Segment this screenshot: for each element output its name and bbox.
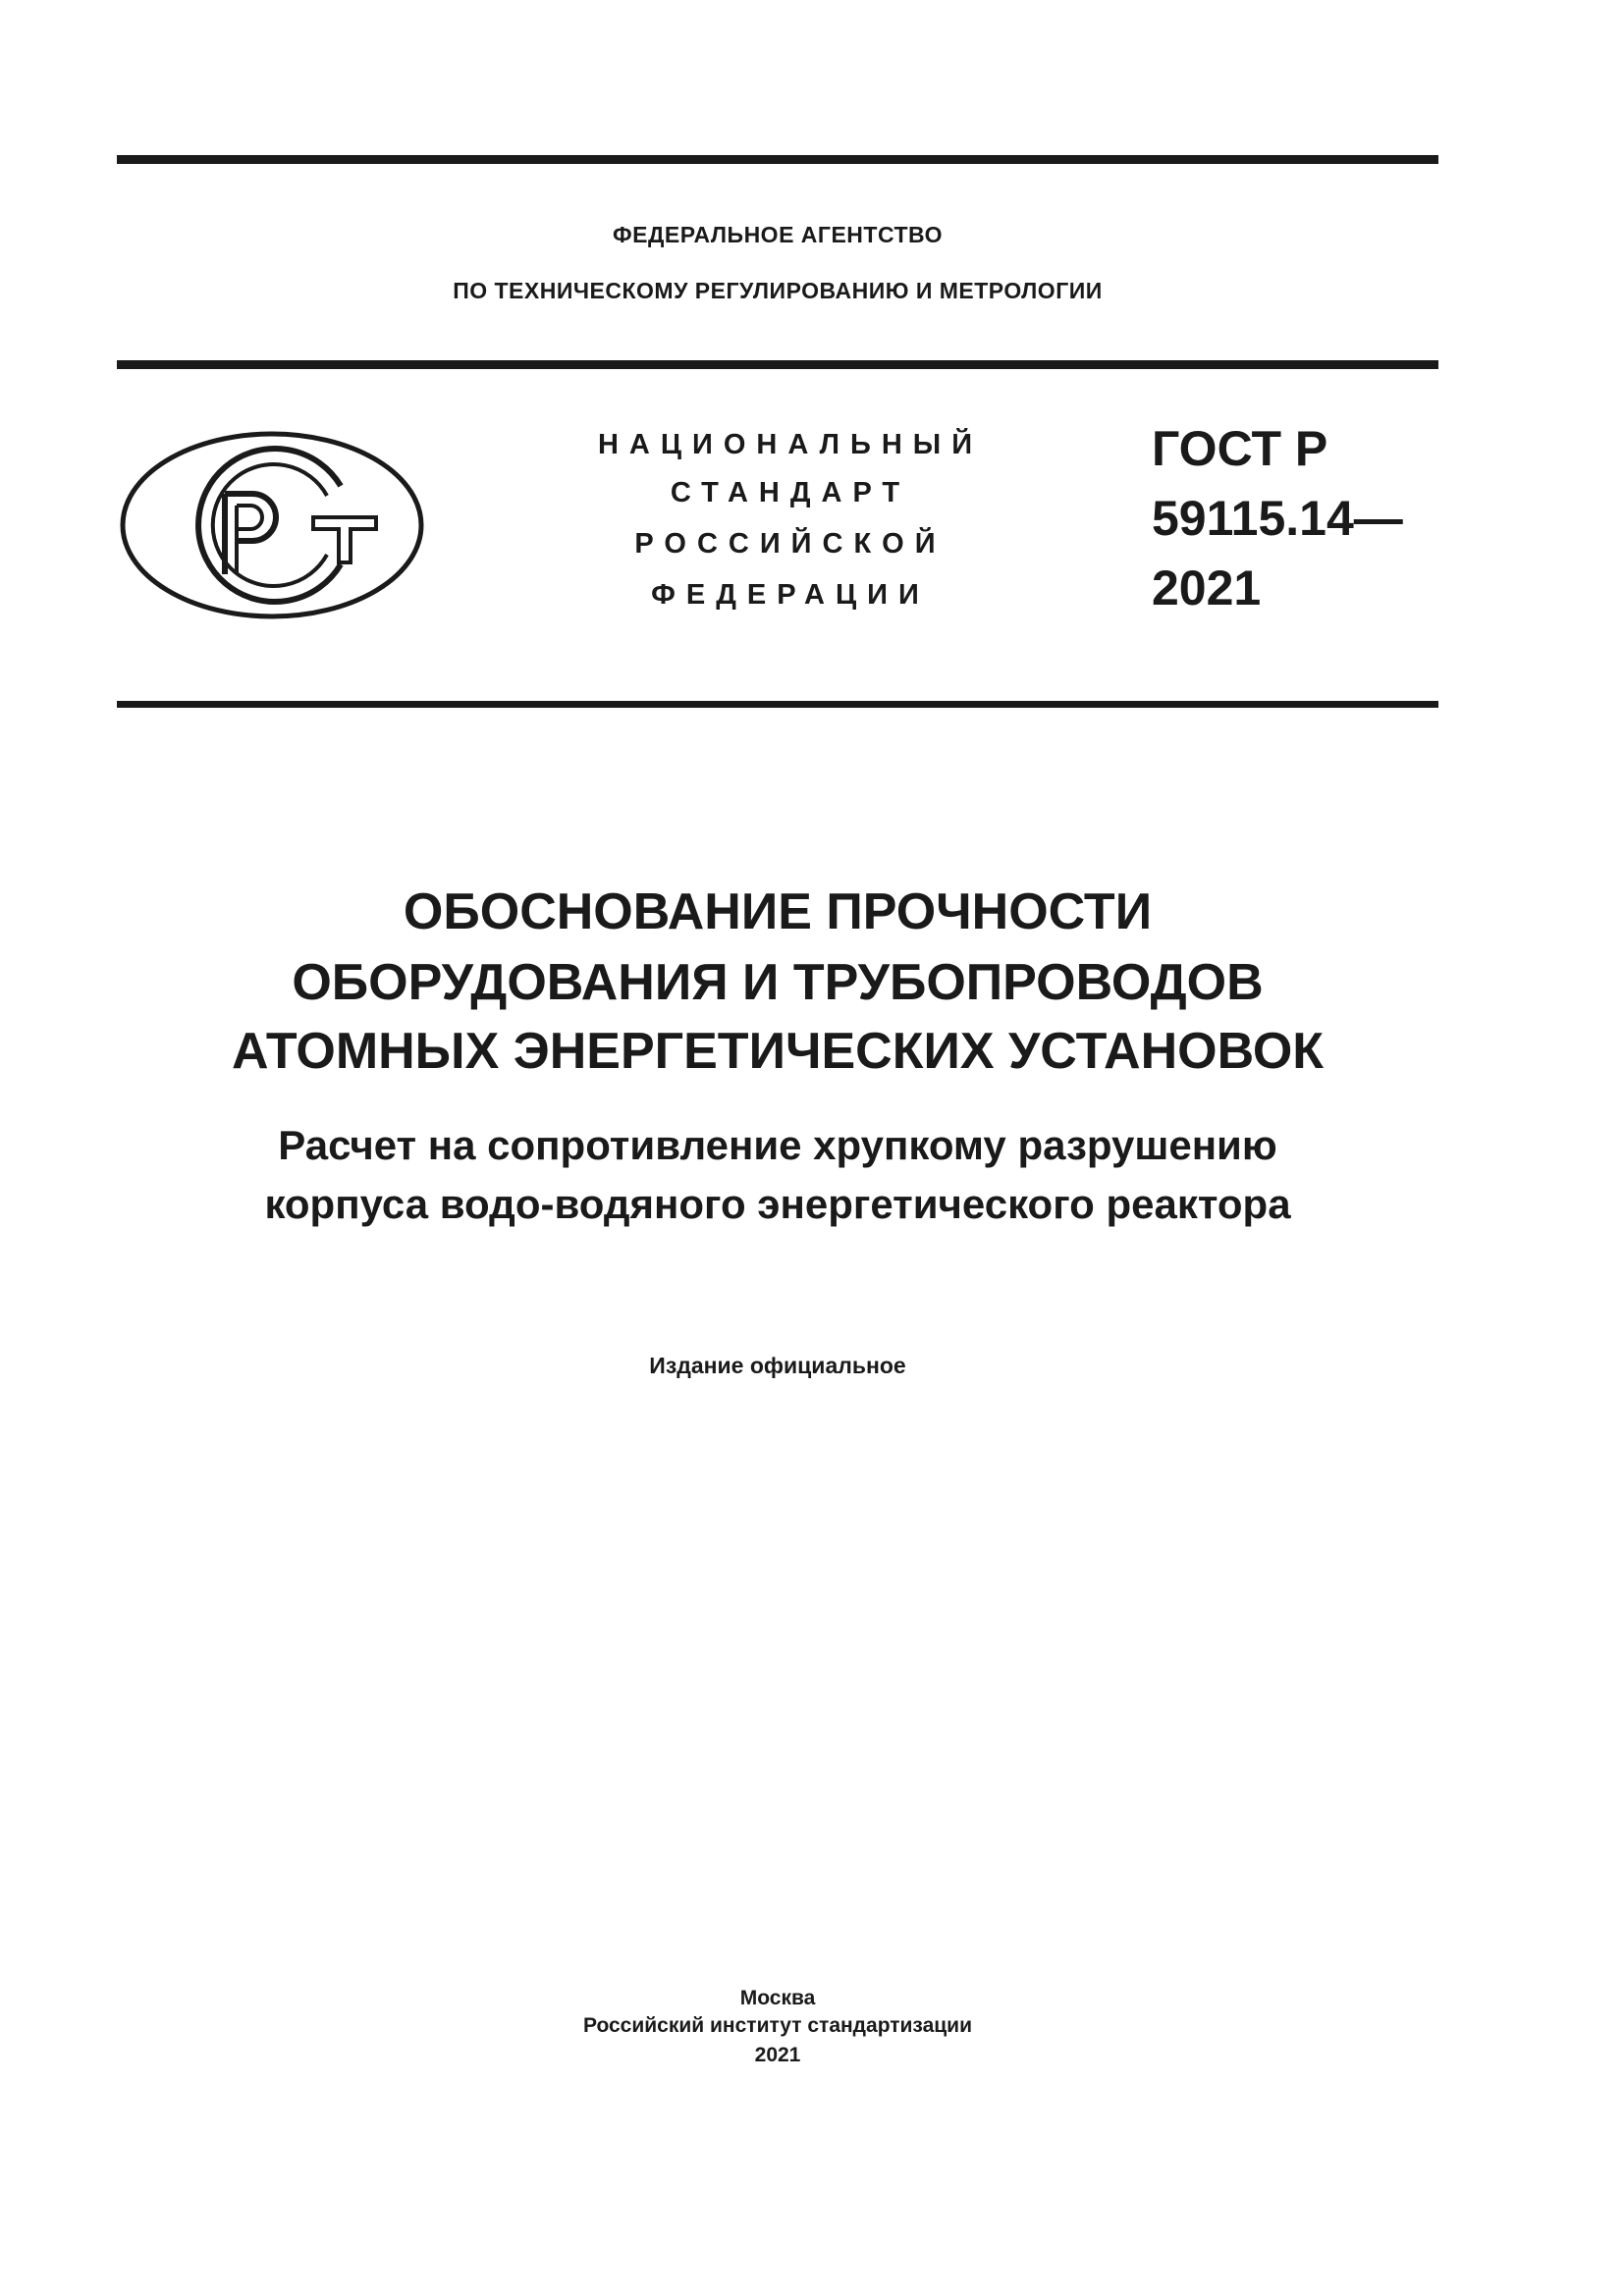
header-bottom-rule xyxy=(117,701,1438,708)
top-rule xyxy=(117,155,1438,164)
national-standard-line-2: СТАНДАРТ xyxy=(670,477,911,508)
standard-designation-line-2: 59115.14— xyxy=(1152,491,1403,546)
rst-certification-mark-icon xyxy=(117,427,427,623)
imprint-city: Москва xyxy=(739,1987,816,2009)
document-title-line-1: ОБОСНОВАНИЕ ПРОЧНОСТИ xyxy=(403,883,1153,940)
national-standard-line-3: РОССИЙСКОЙ xyxy=(634,528,947,560)
imprint-publisher: Российский институт стандартизации xyxy=(582,2014,973,2037)
document-subtitle-line-2: корпуса водо-водяного энергетического реактора xyxy=(264,1181,1291,1227)
agency-line-1: ФЕДЕРАЛЬНОЕ АГЕНТСТВО xyxy=(613,222,943,247)
imprint-year: 2021 xyxy=(754,2044,801,2066)
edition-label: Издание официальное xyxy=(649,1353,906,1378)
agency-line-2: ПО ТЕХНИЧЕСКОМУ РЕГУЛИРОВАНИЮ И МЕТРОЛОГИИ xyxy=(453,278,1103,303)
standard-designation-line-1: ГОСТ Р xyxy=(1152,421,1328,476)
document-subtitle-line-1: Расчет на сопротивление хрупкому разрушению xyxy=(278,1122,1277,1168)
national-standard-line-1: НАЦИОНАЛЬНЫЙ xyxy=(597,429,984,460)
document-title-line-3: АТОМНЫХ ЭНЕРГЕТИЧЕСКИХ УСТАНОВОК xyxy=(231,1023,1325,1080)
document-title-line-2: ОБОРУДОВАНИЯ И ТРУБОПРОВОДОВ xyxy=(292,954,1264,1011)
national-standard-line-4: ФЕДЕРАЦИИ xyxy=(651,579,930,611)
standard-designation-line-3: 2021 xyxy=(1152,561,1262,615)
middle-rule xyxy=(117,360,1438,369)
